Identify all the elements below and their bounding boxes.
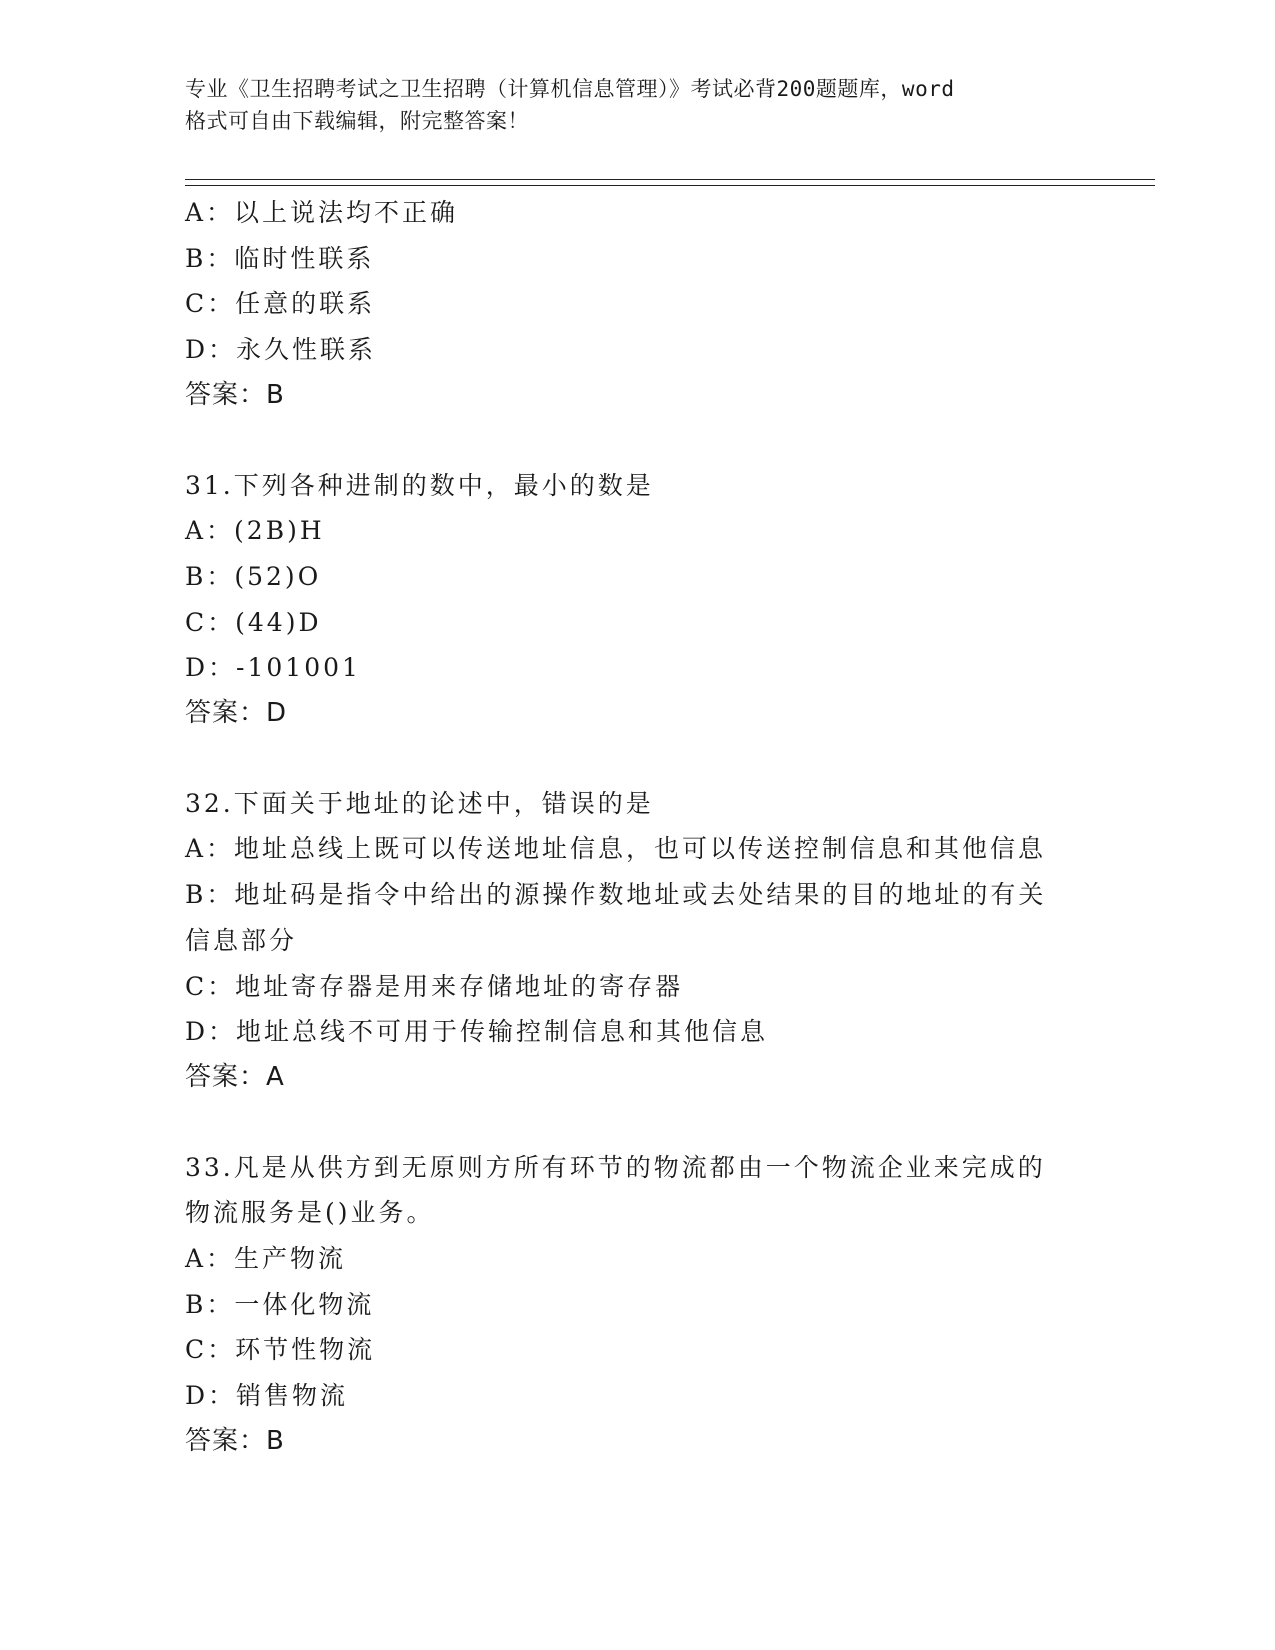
option-a: A：(2B)H bbox=[185, 516, 325, 546]
answer-line: 答案：A bbox=[185, 1061, 285, 1092]
option-b: B：临时性联系 bbox=[185, 243, 375, 273]
question-31 bbox=[185, 463, 1085, 737]
option-a: A：以上说法均不正确 bbox=[185, 198, 459, 227]
option-c: C：(44)D bbox=[185, 607, 322, 637]
option-d: D：销售物流 bbox=[185, 1381, 349, 1411]
option-b: B：一体化物流 bbox=[185, 1289, 375, 1319]
spacer bbox=[185, 737, 1085, 781]
answer-line: 答案：D bbox=[185, 698, 288, 729]
spacer bbox=[185, 419, 1085, 463]
question-stem-continued: 物流服务是()业务。 bbox=[185, 1198, 435, 1228]
answer-line: 答案：B bbox=[185, 1425, 285, 1456]
option-a: A：地址总线上既可以传送地址信息，也可以传送控制信息和其他信息 bbox=[185, 834, 1047, 864]
option-b: B：地址码是指令中给出的源操作数地址或去处结果的目的地址的有关 bbox=[185, 880, 1047, 910]
header-divider-top bbox=[185, 179, 1155, 180]
question-stem: 32.下面关于地址的论述中，错误的是 bbox=[185, 788, 654, 818]
option-d: D：永久性联系 bbox=[185, 335, 377, 365]
document-header bbox=[185, 73, 1085, 137]
header-line-1: 专业《卫生招聘考试之卫生招聘（计算机信息管理）》考试必背200题题库，word bbox=[185, 77, 955, 101]
question-33 bbox=[185, 1145, 1085, 1465]
option-d: D：地址总线不可用于传输控制信息和其他信息 bbox=[185, 1017, 769, 1047]
question-list bbox=[185, 190, 1085, 1465]
answer-line: 答案：B bbox=[185, 379, 285, 410]
question-stem: 33.凡是从供方到无原则方所有环节的物流都由一个物流企业来完成的 bbox=[185, 1152, 1046, 1182]
option-c: C：地址寄存器是用来存储地址的寄存器 bbox=[185, 971, 684, 1001]
option-d: D：-101001 bbox=[185, 653, 361, 683]
option-a: A：生产物流 bbox=[185, 1244, 347, 1274]
spacer bbox=[185, 1101, 1085, 1145]
question-32 bbox=[185, 781, 1085, 1101]
header-divider-bottom bbox=[185, 185, 1155, 186]
option-b: B：(52)O bbox=[185, 561, 322, 591]
header-line-2: 格式可自由下载编辑，附完整答案！ bbox=[185, 109, 529, 133]
option-c: C：环节性物流 bbox=[185, 1335, 376, 1365]
option-b-continued: 信息部分 bbox=[185, 925, 298, 955]
question-stem: 31.下列各种进制的数中，最小的数是 bbox=[185, 470, 654, 500]
option-c: C：任意的联系 bbox=[185, 289, 376, 319]
question-30 bbox=[185, 190, 1085, 419]
